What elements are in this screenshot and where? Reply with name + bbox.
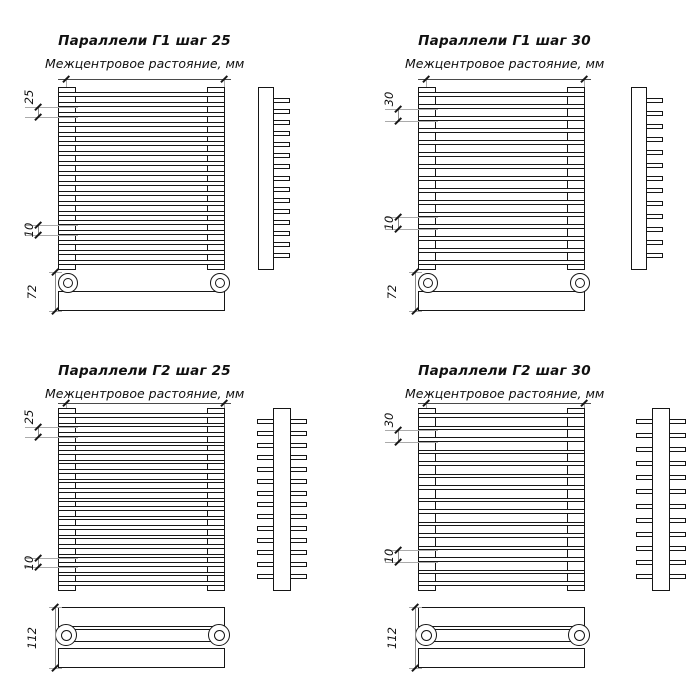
front-tube	[58, 572, 225, 576]
front-tube	[58, 151, 225, 156]
front-tube	[418, 522, 585, 526]
dim-gap-g1-step25: 10	[22, 222, 36, 238]
front-tube	[58, 516, 225, 520]
front-tube	[58, 102, 225, 107]
extension-line	[584, 79, 585, 87]
center-distance-label-g1-step30: Межцентровое растояние, мм	[405, 56, 605, 71]
extension-line	[385, 121, 438, 122]
front-tube	[418, 413, 585, 418]
front-tube	[418, 104, 585, 109]
front-tube	[418, 188, 585, 193]
front-tube	[418, 224, 585, 229]
dim-depth-g1-step30: 72	[385, 284, 399, 300]
front-tube	[418, 509, 585, 514]
front-tube	[58, 220, 225, 225]
front-tube	[418, 140, 585, 145]
front-tube	[58, 141, 225, 146]
center-distance-dim-line	[418, 79, 591, 80]
front-tube	[418, 248, 585, 253]
front-tube	[418, 474, 585, 478]
depth-dim-line	[55, 607, 56, 668]
front-tube	[58, 535, 225, 539]
front-tube	[58, 554, 225, 558]
front-tube	[58, 413, 225, 418]
front-tube	[58, 201, 225, 206]
side-collector-bar	[273, 408, 291, 591]
plan-tube-row	[58, 291, 225, 311]
dim-gap-g1-step30: 10	[382, 215, 396, 231]
variant-title-g1-step30: Параллели Г1 шаг 30	[418, 33, 591, 49]
center-distance-dim-line	[58, 403, 231, 404]
front-tube	[418, 128, 585, 133]
front-tube	[418, 116, 585, 121]
extension-line	[385, 442, 438, 443]
front-tube	[58, 498, 225, 502]
front-tube	[58, 479, 225, 483]
front-tube	[58, 211, 225, 216]
dim-gap-g2-step30: 10	[382, 548, 396, 564]
front-tube	[58, 460, 225, 464]
front-tube	[58, 442, 225, 446]
front-tube	[58, 450, 225, 455]
plan-tube-row-front	[58, 607, 225, 627]
depth-dim-line	[415, 607, 416, 668]
front-tube	[418, 461, 585, 466]
depth-dim-line	[415, 272, 416, 311]
front-tube	[58, 191, 225, 196]
front-tube	[418, 212, 585, 217]
front-tube	[418, 570, 585, 574]
front-tube	[58, 230, 225, 235]
front-tube	[418, 546, 585, 550]
plan-tube-row-back	[58, 648, 225, 668]
center-distance-dim-line	[418, 403, 591, 404]
front-tube	[58, 161, 225, 166]
front-tube	[58, 260, 225, 265]
front-tube	[58, 181, 225, 186]
front-tube	[58, 525, 225, 530]
front-tube	[58, 432, 225, 437]
extension-line	[224, 79, 225, 87]
front-tube	[58, 544, 225, 549]
front-tube	[418, 426, 585, 430]
center-distance-label-g2-step30: Межцентровое растояние, мм	[405, 386, 605, 401]
plan-pipe-inner	[423, 278, 433, 288]
plan-pipe-inner	[61, 630, 72, 641]
plan-pipe-inner	[63, 278, 73, 288]
variant-title-g1-step25: Параллели Г1 шаг 25	[58, 33, 231, 49]
dim-depth-g2-step30: 112	[385, 627, 399, 649]
front-tube	[58, 240, 225, 245]
front-tube	[418, 176, 585, 181]
front-tube	[58, 581, 225, 586]
plan-pipe-inner	[214, 630, 225, 641]
front-tube	[418, 164, 585, 169]
dim-gap-g2-step25: 10	[22, 555, 36, 571]
front-tube	[58, 488, 225, 493]
variant-title-g2-step25: Параллели Г2 шаг 25	[58, 363, 231, 379]
dim-step-g2-step25: 25	[22, 409, 36, 425]
front-tube	[418, 557, 585, 562]
front-tube	[418, 152, 585, 157]
front-tube	[418, 498, 585, 502]
extension-line	[25, 437, 78, 438]
side-collector-bar	[631, 87, 647, 270]
plan-pipe-inner	[574, 630, 585, 641]
extension-line	[66, 79, 67, 87]
front-tube	[58, 250, 225, 255]
depth-dim-line	[55, 272, 56, 311]
center-distance-label-g1-step25: Межцентровое растояние, мм	[45, 56, 245, 71]
plan-tube-row-front	[418, 607, 585, 627]
extension-line	[426, 79, 427, 87]
front-tube	[58, 469, 225, 474]
front-tube	[58, 92, 225, 97]
dim-step-g1-step25: 25	[22, 89, 36, 105]
front-tube	[418, 581, 585, 586]
plan-pipe-inner	[215, 278, 225, 288]
plan-pipe-inner	[575, 278, 585, 288]
front-tube	[58, 112, 225, 117]
plan-tube-row-back	[418, 648, 585, 668]
front-tube	[418, 485, 585, 490]
center-distance-dim-line	[58, 79, 231, 80]
side-collector-bar	[652, 408, 670, 591]
plan-pipe-inner	[421, 630, 432, 641]
plan-collector-band	[66, 629, 219, 642]
center-distance-label-g2-step25: Межцентровое растояние, мм	[45, 386, 245, 401]
front-tube	[58, 122, 225, 127]
dim-step-g1-step30: 30	[382, 91, 396, 107]
front-tube	[418, 437, 585, 442]
plan-collector-band	[426, 629, 579, 642]
front-tube	[58, 423, 225, 427]
front-tube	[418, 260, 585, 265]
front-tube	[58, 132, 225, 137]
front-tube	[58, 562, 225, 567]
dim-depth-g1-step25: 72	[25, 284, 39, 300]
extension-line	[25, 117, 78, 118]
front-tube	[58, 506, 225, 511]
variant-title-g2-step30: Параллели Г2 шаг 30	[418, 363, 591, 379]
front-tube	[58, 171, 225, 176]
dim-step-g2-step30: 30	[382, 412, 396, 428]
side-collector-bar	[258, 87, 274, 270]
front-tube	[418, 236, 585, 241]
dim-depth-g2-step25: 112	[25, 627, 39, 649]
plan-tube-row	[418, 291, 585, 311]
front-tube	[418, 92, 585, 97]
front-tube	[418, 450, 585, 454]
front-tube	[418, 533, 585, 538]
front-tube	[418, 200, 585, 205]
